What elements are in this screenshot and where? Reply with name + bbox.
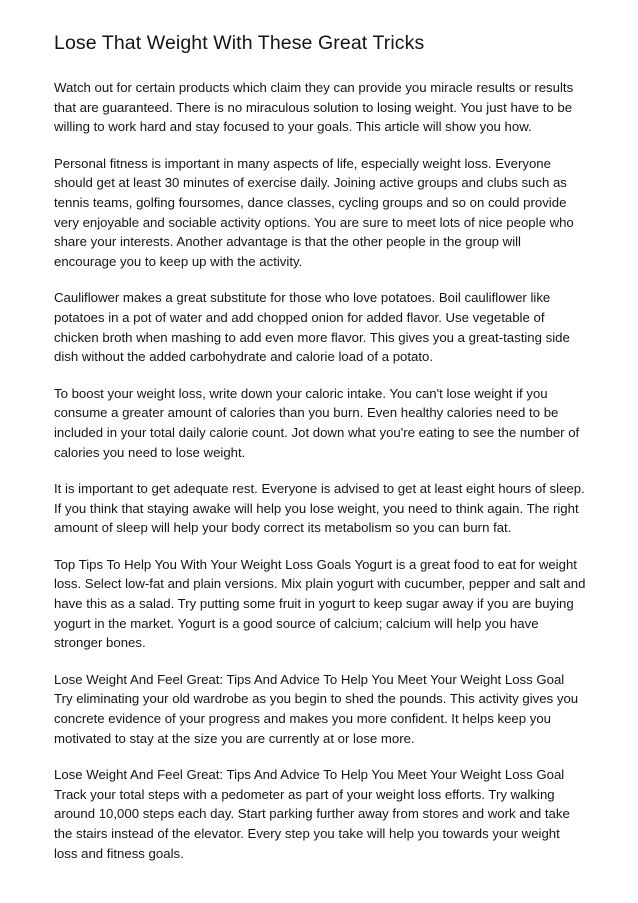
document-title: Lose That Weight With These Great Tricks [54,32,425,54]
paragraph-miracle-products: Watch out for certain products which claim they can provide you miracle results or results that are guaranteed. There is no miraculous solution to losing weight. You just have to be willing to work hard and stay focused to your goals. This article will show you how. [54,80,574,135]
paragraph-old-wardrobe: Lose Weight And Feel Great: Tips And Advice To Help You Meet Your Weight Loss Goal Try eliminating your old wardrobe as you begin to shed the pounds. This activity gives you concrete evidence of your progress and makes you more confident. It helps keep you motivated to stay at the size you are currently at or lose more. [54,671,579,746]
paragraph-yogurt-tips: Top Tips To Help You With Your Weight Loss Goals Yogurt is a great food to eat for weight loss. Select low-fat and plain versions. Mix plain yogurt with cucumber, pepper and salt and have this as a salad. Try putting some fruit in yogurt to keep sugar away if you are buying yogurt in the market. Yogurt is a good source of calcium; calcium will help you have stronger bones. [54,556,586,651]
paragraph-caloric-intake: To boost your weight loss, write down your caloric intake. You can't lose weight if you consume a greater amount of calories than you burn. Even healthy calories need to be included in your total daily calorie count. Jot down what you're eating to see the number of calories you need to lose weight. [54,385,580,460]
paragraph-personal-fitness: Personal fitness is important in many aspects of life, especially weight loss. Everyone should get at least 30 minutes of exercise daily. Joining active groups and clubs such as tennis teams, golfing foursomes, dance classes, cycling groups and so on could provide very enjoyable and sociable activity options. You are sure to meet lots of nice people who share your interests. Another advantage is that the other people in the group will encourage you to keep up with the activity. [54,155,574,269]
paragraph-adequate-rest: It is important to get adequate rest. Everyone is advised to get at least eight hours of sleep. If you think that staying awake will help you lose weight, you need to think again. The right amount of sleep will help your body correct its metabolism so you can burn fat. [54,481,585,536]
paragraph-cauliflower: Cauliflower makes a great substitute for those who love potatoes. Boil cauliflower like potatoes in a pot of water and add chopped onion for added flavor. Use vegetable of chicken broth when mashing to add even more flavor. This gives you a great-tasting side dish without the added carbohydrate and calorie load of a potato. [54,290,570,365]
paragraph-pedometer-steps: Lose Weight And Feel Great: Tips And Advice To Help You Meet Your Weight Loss Goal Track your total steps with a pedometer as part of your weight loss efforts. Try walking around 10,000 steps each day. Start parking further away from stores and work and take the stairs instead of the elevator. Every step you take will help you towards your weight loss and fitness goals. [54,767,570,861]
